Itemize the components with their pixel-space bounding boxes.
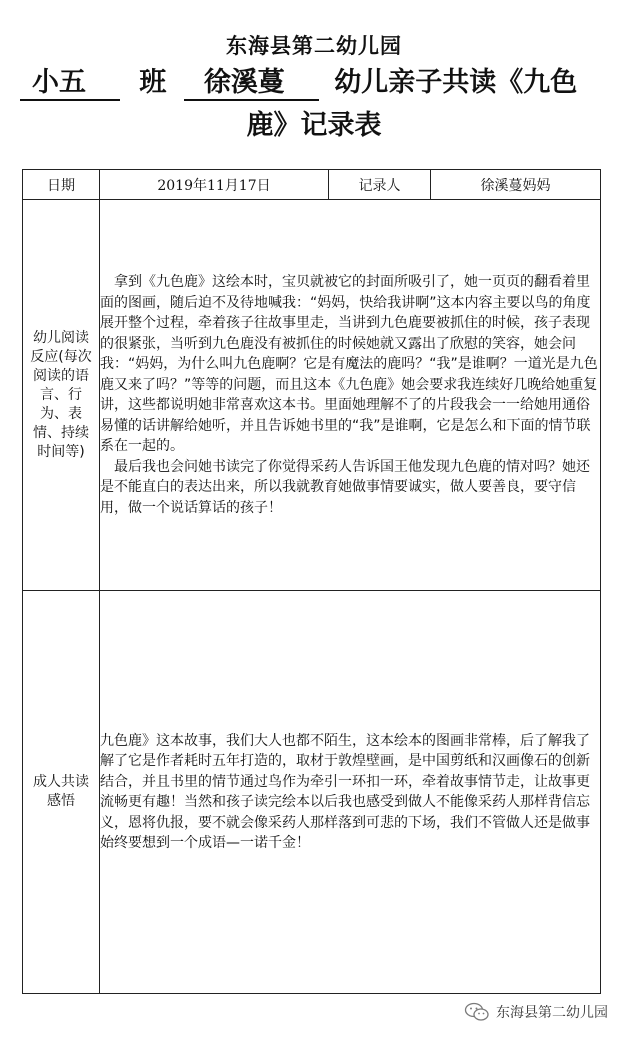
recorder-value: 徐溪蔓妈妈 (431, 170, 601, 200)
wechat-icon (464, 1002, 490, 1022)
class-suffix: 班 (139, 67, 167, 98)
reaction-label: 幼儿阅读反应(每次阅读的语言、行为、表情、持续时间等) (30, 329, 92, 460)
title-line-1 (20, 60, 620, 101)
feeling-paragraph: 九色鹿》这本故事，我们大人也都不陌生，这本绘本的图画非常棒，后了解我了解了它是作者耗时五年打造的，取材于敦煌壁画，是中国剪纸和汉画像石的创新结合，并且书里的情节通过鸟作为牵引一环扣一环，牵着故事情节走，让故事更流畅更有趣！当然和孩子读完绘本以后我也感受到做人不能像采药人那样背信忘义，恩将仇报，要不就会像采药人那样落到可悲的下场，我们不管做人还是做事始终要想到一个成语—一诺千金！ (100, 732, 590, 851)
date-label: 日期 (23, 170, 100, 200)
title-part-2: 鹿》记录表 (246, 110, 382, 141)
school-name: 东海县第二幼儿园 (226, 34, 402, 58)
header-row (23, 170, 601, 200)
reaction-paragraph-2: 最后我也会问她书读完了你觉得采药人告诉国王他发现九色鹿的情对吗？她还是不能直白的表达出来，所以我就教育她做事情要诚实，做人要善良，要守信用，做一个说话算话的孩子！ (100, 458, 590, 516)
feeling-label: 成人共读感悟 (33, 774, 89, 809)
account-name: 东海县第二幼儿园 (496, 1005, 608, 1021)
reaction-label-cell (23, 200, 100, 591)
record-table (22, 169, 601, 994)
reaction-row (23, 200, 601, 591)
feeling-label-cell (23, 591, 100, 994)
reaction-content (100, 200, 601, 591)
feeling-row (23, 591, 601, 994)
footer-watermark (464, 1002, 608, 1022)
reaction-paragraph-1: 拿到《九色鹿》这绘本时，宝贝就被它的封面所吸引了，她一页页的翻看着里面的图画，随后迫不及待地喊我：“妈妈，快给我讲啊”这本内容主要以鸟的角度展开整个过程，牵着孩子往故事里走，当讲到九色鹿要被抓住的时候，孩子表现的很紧张，当听到九色鹿没有被抓住的时候她就又露出了欣慰的笑容，她会问我：“妈妈，为什么叫九色鹿啊？它是有魔法的鹿吗？“我”是谁啊？一道光是九色鹿又来了吗？”等等的问题，而且这本《九色鹿》她会要求我连续好几晚给她重复讲，这些都说明她非常喜欢这本书。里面她理解不了的片段我会一一给她用通俗易懂的话讲解给她听，并且告诉她书里的“我”是谁啊，它是怎么和下面的情节联系在一起的。 (100, 274, 598, 454)
recorder-label: 记录人 (329, 170, 431, 200)
date-value: 2019年11月17日 (100, 170, 329, 200)
feeling-content (100, 591, 601, 994)
title-part-1: 幼儿亲子共读《九色 (334, 67, 578, 98)
student-name: 徐溪蔓 (184, 68, 319, 101)
class-name: 小五 (20, 68, 120, 101)
